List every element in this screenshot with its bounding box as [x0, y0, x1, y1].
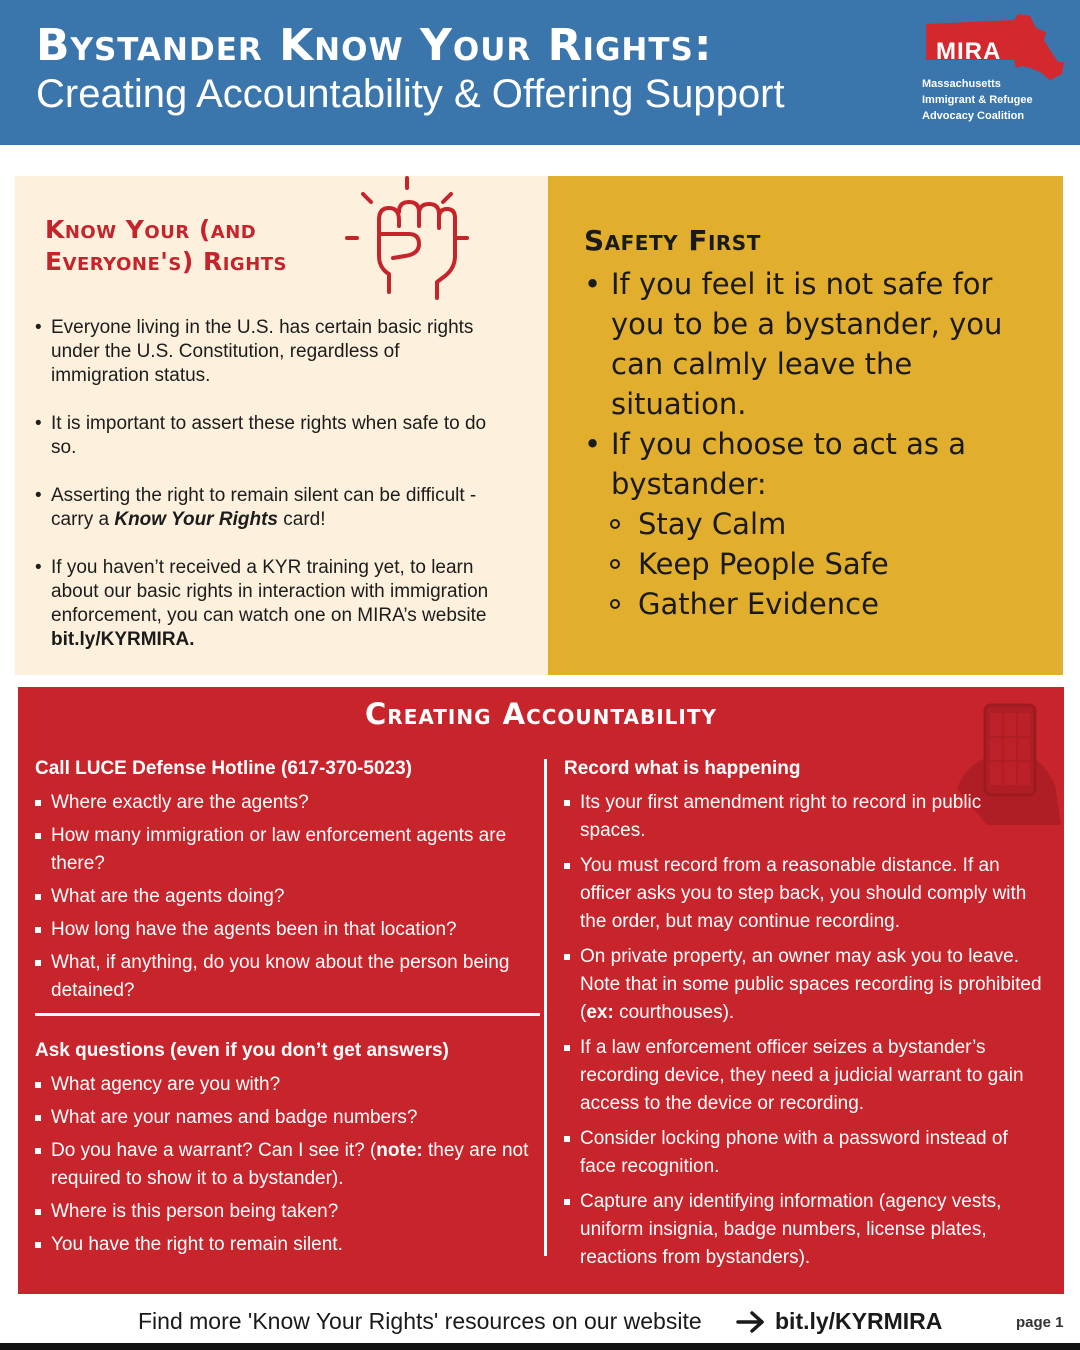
- safety-first-panel: [548, 176, 1063, 675]
- list-item: How many immigration or law enforcement agents are there?: [35, 822, 540, 878]
- list-item: If a law enforcement officer seizes a bystander’s recording device, they need a judicial warrant to gain access to the device or recording.: [564, 1034, 1044, 1118]
- kyr-heading-line: Everyone's) Rights: [45, 247, 288, 276]
- page-number: page 1: [1016, 1314, 1064, 1331]
- list-item-text: Do you have a warrant? Can I see it? (: [51, 1140, 377, 1161]
- circle-bullet-icon: [610, 599, 620, 609]
- example-label: ex:: [586, 1002, 614, 1023]
- know-your-rights-panel: [15, 176, 548, 675]
- list-item: How long have the agents been in that location?: [35, 916, 540, 944]
- org-line: Immigrant & Refugee: [922, 94, 1033, 106]
- list-item-text: they are not required to show it to a bystander).: [51, 1140, 529, 1189]
- list-item: Consider locking phone with a password instead of face recognition.: [564, 1125, 1044, 1181]
- section-divider: [35, 1013, 540, 1016]
- bullet-icon: •: [584, 267, 602, 301]
- safety-subitem: [610, 544, 889, 584]
- org-line: Massachusetts: [922, 78, 1001, 90]
- list-item: • It is important to assert these rights when safe to do so.: [35, 412, 495, 460]
- list-item-text: On private property, an owner may ask you to leave. Note that in some public spaces recording is prohibited (: [580, 946, 1042, 1023]
- record-list: [564, 789, 1044, 1272]
- list-item-text: card!: [277, 509, 326, 530]
- page-title: Bystander Know Your Rights:: [36, 20, 713, 71]
- list-item: [564, 943, 1044, 1027]
- footer-text: Find more 'Know Your Rights' resources on our website: [138, 1308, 702, 1334]
- header-banner: [0, 0, 1080, 145]
- bottom-rule: [0, 1343, 1080, 1350]
- questions-section: [35, 1039, 540, 1264]
- page-subtitle: Creating Accountability & Offering Support: [36, 72, 785, 116]
- safety-subitem-text: Stay Calm: [638, 507, 787, 541]
- list-item: [35, 556, 495, 652]
- safety-subitem: [610, 504, 786, 544]
- record-section: [564, 757, 1044, 1279]
- circle-bullet-icon: [610, 559, 620, 569]
- safety-subitem-text: Gather Evidence: [638, 587, 879, 621]
- hotline-heading: Call LUCE Defense Hotline (617-370-5023): [35, 758, 412, 779]
- list-item: What, if anything, do you know about the person being detained?: [35, 949, 540, 1005]
- list-item: What agency are you with?: [35, 1071, 540, 1099]
- list-item: You must record from a reasonable distance. If an officer asks you to step back, you should comply with the order, but may continue recording.: [564, 852, 1044, 936]
- note-label: note:: [376, 1140, 423, 1161]
- list-item-text: courthouses).: [613, 1002, 735, 1023]
- organization-name: [922, 76, 1033, 124]
- safety-item-text: If you choose to act as a bystander:: [611, 427, 966, 501]
- safety-item: [584, 264, 1034, 424]
- list-item: Capture any identifying information (agency vests, uniform insignia, badge numbers, license plates, reactions from bystanders).: [564, 1188, 1044, 1272]
- safety-item: [584, 424, 1034, 504]
- raised-fist-icon: [345, 176, 485, 306]
- kyr-list: [35, 316, 495, 676]
- circle-bullet-icon: [610, 519, 620, 529]
- list-item: [35, 484, 495, 532]
- list-item: Its your first amendment right to record in public spaces.: [564, 789, 1044, 845]
- safety-subitem: [610, 584, 879, 624]
- accountability-heading: Creating Accountability: [365, 697, 717, 731]
- column-divider: [544, 759, 547, 1256]
- safety-item-text: If you feel it is not safe for you to be a bystander, you can calmly leave the situation.: [611, 267, 1003, 421]
- list-item-text: Asserting the right to remain silent can be difficult - carry a: [51, 485, 477, 530]
- kyr-heading: [45, 214, 345, 278]
- hotline-section: [35, 757, 540, 1010]
- questions-heading: Ask questions (even if you don’t get answers): [35, 1040, 449, 1061]
- questions-list: [35, 1071, 540, 1259]
- org-line: Advocacy Coalition: [922, 110, 1025, 122]
- kyr-card-emphasis: Know Your Rights: [114, 509, 278, 530]
- record-heading: Record what is happening: [564, 758, 801, 779]
- arrow-right-icon: [736, 1310, 766, 1334]
- hotline-list: [35, 789, 540, 1005]
- kyr-link[interactable]: bit.ly/KYRMIRA.: [51, 629, 195, 650]
- kyr-heading-line: Know Your (and: [45, 215, 257, 244]
- mira-logo: [918, 10, 1066, 130]
- creating-accountability-panel: [18, 687, 1064, 1294]
- list-item: Where is this person being taken?: [35, 1198, 540, 1226]
- safety-heading: Safety First: [584, 224, 761, 257]
- footer: [0, 1300, 1080, 1342]
- list-item-text: If you haven’t received a KYR training yet, to learn about our basic rights in interaction with immigration enforcement, you can watch one on MIRA’s website: [51, 557, 489, 626]
- bullet-icon: •: [584, 427, 602, 461]
- list-item: What are your names and badge numbers?: [35, 1104, 540, 1132]
- list-item: Where exactly are the agents?: [35, 789, 540, 817]
- list-item: What are the agents doing?: [35, 883, 540, 911]
- safety-subitem-text: Keep People Safe: [638, 547, 889, 581]
- list-item: You have the right to remain silent.: [35, 1231, 540, 1259]
- mira-logo-text: MIRA: [936, 38, 1002, 65]
- list-item: [35, 1137, 540, 1193]
- website-link[interactable]: bit.ly/KYRMIRA: [775, 1308, 943, 1334]
- list-item: • Everyone living in the U.S. has certain basic rights under the U.S. Constitution, regardless of immigration status.: [35, 316, 495, 388]
